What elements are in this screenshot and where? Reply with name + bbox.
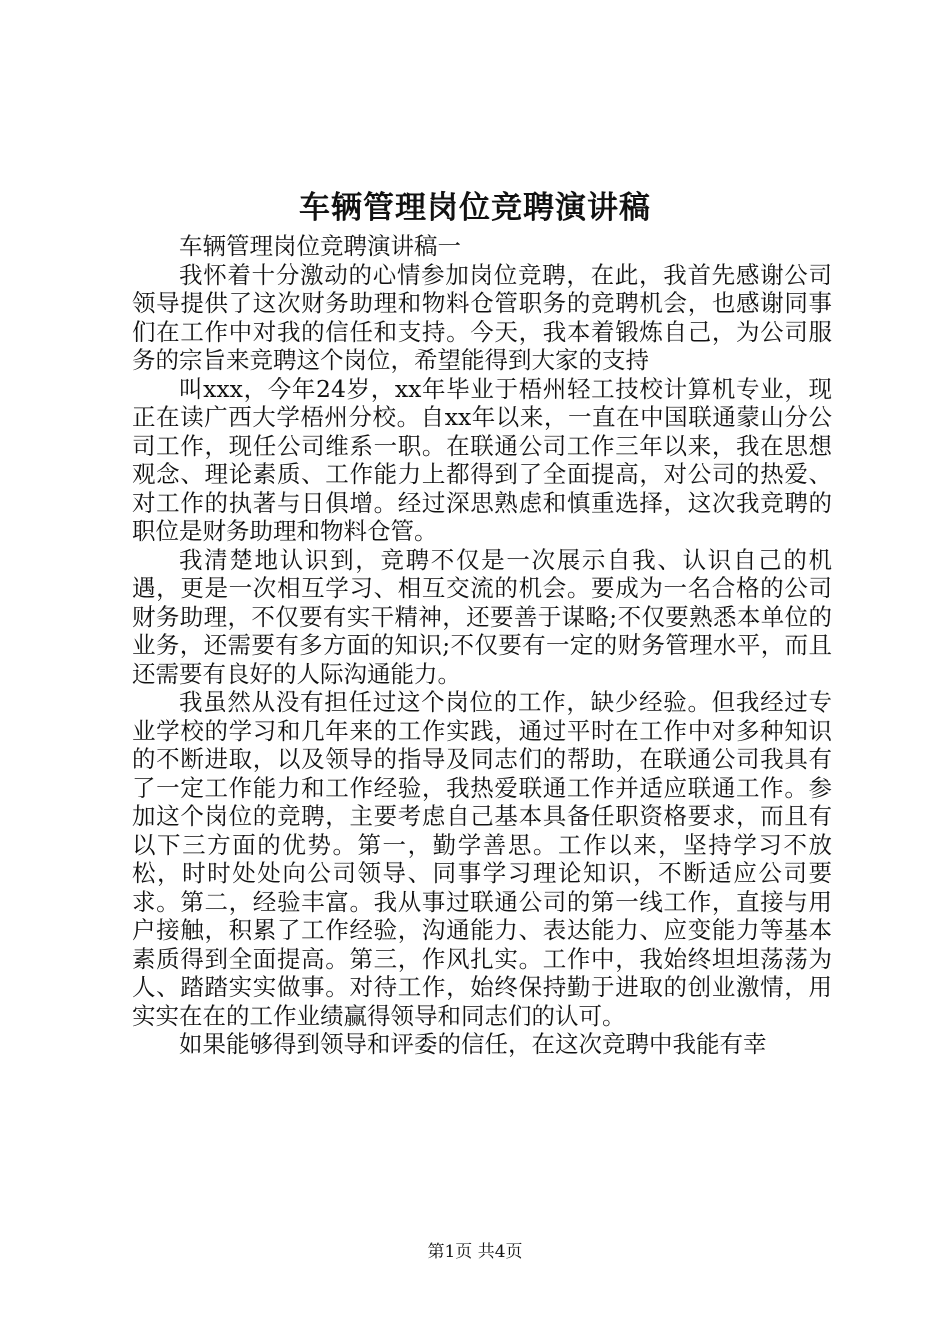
paragraph: 我虽然从没有担任过这个岗位的工作，缺少经验。但我经过专业学校的学习和几年来的工作实践，通过平时在工作中对多种知识的不断进取，以及领导的指导及同志们的帮助，在联通公司我具有了一定工作能力和工作经验，我热爱联通工作并适应联通工作。参加这个岗位的竞聘，主要考虑自己基本具备任职资格要求，而且有以下三方面的优势。第一，勤学善思。工作以来，坚持学习不放松，时时处处向公司领导、同事学习理论知识，不断适应公司要求。第二，经验丰富。我从事过联通公司的第一线工作，直接与用户接触，积累了工作经验，沟通能力、表达能力、应变能力等基本素质得到全面提高。第三，作风扎实。工作中，我始终坦坦荡荡为人、踏踏实实做事。对待工作，始终保持勤于进取的创业激情，用实实在在的工作业绩赢得领导和同志们的认可。 [132,688,832,1030]
document-body [132,232,832,1059]
paragraph: 我清楚地认识到，竞聘不仅是一次展示自我、认识自己的机遇，更是一次相互学习、相互交流的机会。要成为一名合格的公司财务助理，不仅要有实干精神，还要善于谋略;不仅要熟悉本单位的业务，还需要有多方面的知识;不仅要有一定的财务管理水平，而且还需要有良好的人际沟通能力。 [132,545,832,688]
paragraph: 叫xxx，今年24岁，xx年毕业于梧州轻工技校计算机专业，现正在读广西大学梧州分校。自xx年以来，一直在中国联通蒙山分公司工作，现任公司维系一职。在联通公司工作三年以来，我在思想观念、理论素质、工作能力上都得到了全面提高，对公司的热爱、对工作的执著与日俱增。经过深思熟虑和慎重选择，这次我竞聘的职位是财务助理和物料仓管。 [132,374,832,545]
page-number-footer: 第1页 共4页 [427,1242,523,1262]
document-title: 车辆管理岗位竞聘演讲稿 [299,190,651,226]
paragraph: 如果能够得到领导和评委的信任，在这次竞聘中我能有幸 [179,1030,767,1058]
paragraph: 我怀着十分激动的心情参加岗位竞聘，在此，我首先感谢公司领导提供了这次财务助理和物料仓管职务的竞聘机会，也感谢同事们在工作中对我的信任和支持。今天，我本着锻炼自己，为公司服务的宗旨来竞聘这个岗位，希望能得到大家的支持 [132,260,832,374]
paragraph-subtitle: 车辆管理岗位竞聘演讲稿一 [179,232,461,260]
